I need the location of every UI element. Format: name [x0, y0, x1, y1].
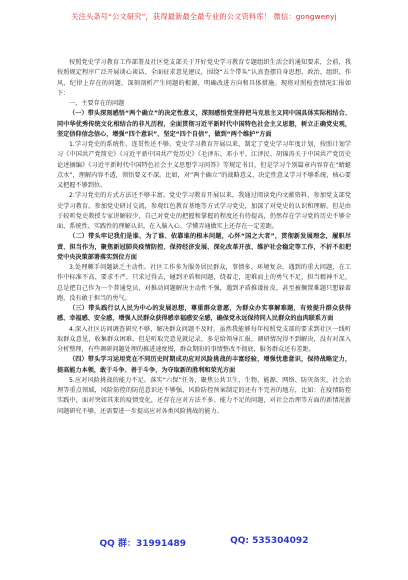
intro-paragraph: 按照党史学习教育工作部署及社区党支部关于开好党史学习教育专题组织生活会的通知要求，会前，我按照规定程序广泛开展谈心谈话、全面征求意见建议，围绕“五个带头”认真查摆自身思想、政治、组织、作风、纪律上存在的问题，深刻剖析产生问题的根源，明确改进方向和具体措施。现将对照检查情况汇报如下：: [57, 59, 351, 97]
item-paragraph-3: 3.处理棘手问题缺乏主动性。社区工作多为服务居民群众，事情多、环境复杂、遇到的重大问题，在工作中标准不高、要求不严，只求过得去，碰到矛盾和问题，绕着走，迎难而上的勇气不足，担当精神不足，总是把自己作为一个普通党员，对推动问题解决主动性不强，遇到矛盾推诿扯皮，甚至被搁置难题只想躲着跑，没有敢于担当的勇气。: [57, 264, 351, 302]
subsection-heading-2: （二）带头牢记我们是谁、为了谁、依靠谁的根本问题，心怀“国之大者”，贯彻新发展理念，履职尽责、担当作为，聚焦新冠肺炎疫情防控、保持经济发展、深化改革开放、维护社会稳定等工作，不折不扣把党中央决策部署落实到位方面: [57, 233, 351, 261]
footer-contacts: [0, 536, 408, 549]
qq-group-number: QQ 群：31991489: [99, 539, 187, 549]
item-paragraph-4: 4.深入社区访问调查研究不够，解决群众问题不及时。虽然我能够每年按照党支部的要求到社区一线听取群众意见，收集群众困难，但是听取完意见就记录，多是给领导汇报，调研情况得不到解决，没有对深入分析整理，有些调研问题处理的推进速度慢，群众期盼的事情整改不彻底，服务群众还有差距。: [57, 325, 351, 353]
subsection-heading-4: （四）带头学习运用党在不同历史时期成功应对风险挑战的丰富经验，增强忧患意识，保持战略定力，提高能力本领，敢于斗争、善于斗争，为夺取新的胜利和荣光方面: [57, 356, 351, 374]
subsection-heading-3: （三）带头践行以人民为中心的发展思想，尊重群众意愿，为群众办实事解难题，有效提升群众获得感、幸福感、安全感，增强人民群众获得感幸福感安全感，确保党永远保持同人民群众的血肉联系方面: [57, 305, 351, 323]
section-heading: 一、主要存在的问题: [69, 100, 125, 107]
item-paragraph-2: 2.学习党史的方式方法还不够丰富。党史学习教育开展以来，我通过阅读党内文献资料、参加党支部党史学习教育。参加党史研讨交流，参观红色教育基地等方式学习党史，加深了对党史的认识和理解。但是由于较听党史教授专家讲解较少，自己对党史的把握和掌握的程度还有待提高，仍然存在学习党的历史不够全面、系统性、实践性的理解认识，在入脑入心、学懂弄通做实上还存在一定差距。: [57, 192, 351, 230]
qq-number: QQ: 535304092: [230, 536, 309, 546]
top-banner: 关注头条号“公文研究”，获得最新最全最专业的公文资料库！ 微信：gongwenyj: [71, 12, 337, 21]
subsection-heading-1: （一）带头深刻感悟“两个确立”的决定性意义，深刻感悟党坚持把马克思主义同中国具体实际相结合、同中华优秀传统文化相结合的非凡历程，全面贯彻习近平新时代中国特色社会主义思想，树立正确党史观，坚定信仰信念信心，增强“四个意识”，坚定“四个自信”，做到“两个维护”方面: [57, 110, 351, 138]
document-body: [57, 58, 351, 417]
item-paragraph-5: 5.应对风险挑战的能力不足。落实“六保”任务，聚焦公共卫生、生物、能源、网络、防灾备灾、社会治理等重点领域，风险防控的防范意识还不够强，风险防控预案制定的还有不完善的地方，比如：在疫情防控实践中，面对突如其来的疫情变化，还存在应对方法不多、能力不足的问题，对社会治理等方面的新情况新问题研究不够，还需要进一步提高应对各类风险挑战的能力。: [57, 376, 351, 415]
item-paragraph-1: 1.学习党史的系统性、连贯性还不够。党史学习教育开展以来，制定了党史学习年度计划，按照计划学习《中国共产党简史》《习近平新中国共产党历史》《毛泽东、邓小平、江泽民、胡锦涛关于中国共产党历史论述摘编》《习近平新时代中国特色社会主义思想学习问答》等规定书目，但是学习个别篇章内容存在“蜻蜓点水”，理解内容不透，领悟要义不深。比如，对“两个确立”的战略意义，决定性意义学习不够系统，核心要义把握不够到位。: [57, 141, 351, 189]
